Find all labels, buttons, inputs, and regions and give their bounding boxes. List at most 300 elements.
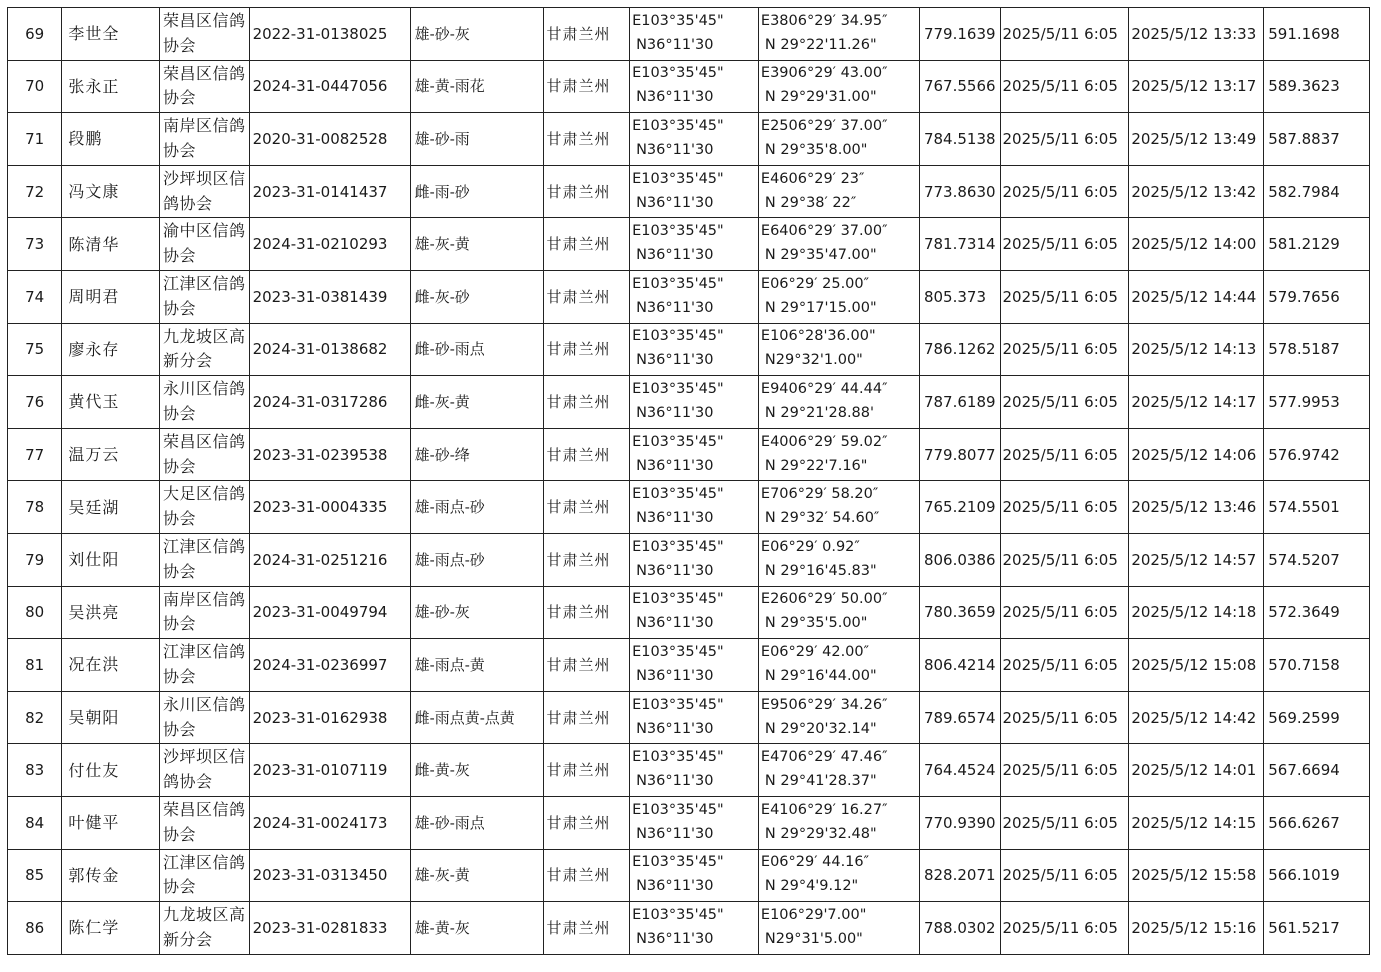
release-longitude: E103°35'45" — [632, 433, 724, 450]
speed-cell: 587.8837 — [1264, 113, 1370, 166]
release-time-cell: 2025/5/11 6:05 — [1000, 796, 1129, 849]
release-latitude: N36°11'30 — [636, 667, 714, 684]
release-latitude: N36°11'30 — [636, 562, 714, 579]
ring-number-cell: 2024-31-0236997 — [249, 639, 410, 692]
rank-cell: 82 — [8, 691, 62, 744]
rank-cell: 85 — [8, 849, 62, 902]
loft-coordinates-cell — [758, 113, 919, 166]
release-coordinates-cell — [630, 270, 759, 323]
club-cell: 荣昌区信鸽协会 — [159, 428, 249, 481]
speed-cell: 569.2599 — [1264, 691, 1370, 744]
table-row — [8, 376, 1370, 429]
release-longitude: E103°35'45" — [632, 801, 724, 818]
pigeon-description-cell: 雄-砂-灰 — [410, 8, 543, 61]
release-longitude: E103°35'45" — [632, 65, 724, 82]
release-place-cell: 甘肃兰州 — [543, 744, 630, 797]
arrival-time-cell: 2025/5/12 14:42 — [1129, 691, 1264, 744]
arrival-time-cell: 2025/5/12 15:16 — [1129, 902, 1264, 955]
rank-cell: 75 — [8, 323, 62, 376]
rank-cell: 84 — [8, 796, 62, 849]
rank-cell: 72 — [8, 165, 62, 218]
ring-number-cell: 2023-31-0141437 — [249, 165, 410, 218]
release-coordinates-cell — [630, 481, 759, 534]
loft-longitude: E106°28'36.00" — [760, 328, 876, 345]
release-coordinates-cell — [630, 376, 759, 429]
loft-latitude: N 29°41'28.37" — [764, 773, 877, 790]
arrival-time-cell: 2025/5/12 13:46 — [1129, 481, 1264, 534]
loft-coordinates-cell — [758, 639, 919, 692]
release-coordinates-cell — [630, 691, 759, 744]
release-place-cell: 甘肃兰州 — [543, 270, 630, 323]
ring-number-cell: 2024-31-0138682 — [249, 323, 410, 376]
club-cell: 江津区信鸽协会 — [159, 849, 249, 902]
loft-longitude: E4706°29′ 47.46″ — [760, 749, 888, 766]
ring-number-cell: 2023-31-0049794 — [249, 586, 410, 639]
distance-cell: 781.7314 — [919, 218, 1000, 271]
release-time-cell: 2025/5/11 6:05 — [1000, 270, 1129, 323]
loft-latitude: N 29°29'31.00" — [764, 89, 877, 106]
pigeon-description-cell: 雄-灰-黄 — [410, 218, 543, 271]
rank-cell: 76 — [8, 376, 62, 429]
table-row — [8, 113, 1370, 166]
pigeon-description-cell: 雄-砂-雨点 — [410, 796, 543, 849]
owner-name-cell: 况在洪 — [62, 639, 160, 692]
loft-longitude: E06°29′ 0.92″ — [760, 538, 860, 555]
loft-longitude: E9406°29′ 44.44″ — [760, 381, 888, 398]
loft-coordinates-cell — [758, 481, 919, 534]
release-time-cell: 2025/5/11 6:05 — [1000, 639, 1129, 692]
release-latitude: N36°11'30 — [636, 878, 714, 895]
release-coordinates-cell — [630, 60, 759, 113]
release-place-cell: 甘肃兰州 — [543, 376, 630, 429]
loft-latitude: N29°32'1.00" — [764, 352, 863, 369]
ring-number-cell: 2020-31-0082528 — [249, 113, 410, 166]
loft-longitude: E106°29'7.00" — [760, 906, 867, 923]
release-time-cell: 2025/5/11 6:05 — [1000, 849, 1129, 902]
release-latitude: N36°11'30 — [636, 89, 714, 106]
release-coordinates-cell — [630, 902, 759, 955]
ring-number-cell: 2024-31-0317286 — [249, 376, 410, 429]
release-time-cell: 2025/5/11 6:05 — [1000, 691, 1129, 744]
loft-latitude: N 29°32′ 54.60″ — [764, 510, 880, 527]
loft-latitude: N 29°35'47.00" — [764, 247, 877, 264]
club-cell: 九龙坡区高新分会 — [159, 323, 249, 376]
speed-cell: 582.7984 — [1264, 165, 1370, 218]
arrival-time-cell: 2025/5/12 13:33 — [1129, 8, 1264, 61]
release-longitude: E103°35'45" — [632, 118, 724, 135]
release-time-cell: 2025/5/11 6:05 — [1000, 8, 1129, 61]
release-time-cell: 2025/5/11 6:05 — [1000, 323, 1129, 376]
arrival-time-cell: 2025/5/12 14:18 — [1129, 586, 1264, 639]
rank-cell: 83 — [8, 744, 62, 797]
ring-number-cell: 2024-31-0024173 — [249, 796, 410, 849]
table-row — [8, 323, 1370, 376]
distance-cell: 767.5566 — [919, 60, 1000, 113]
release-time-cell: 2025/5/11 6:05 — [1000, 902, 1129, 955]
ring-number-cell: 2022-31-0138025 — [249, 8, 410, 61]
arrival-time-cell: 2025/5/12 14:06 — [1129, 428, 1264, 481]
release-longitude: E103°35'45" — [632, 381, 724, 398]
club-cell: 沙坪坝区信鸽协会 — [159, 165, 249, 218]
release-longitude: E103°35'45" — [632, 223, 724, 240]
release-coordinates-cell — [630, 165, 759, 218]
release-time-cell: 2025/5/11 6:05 — [1000, 60, 1129, 113]
loft-longitude: E3806°29′ 34.95″ — [760, 12, 888, 29]
pigeon-description-cell: 雄-雨点-砂 — [410, 533, 543, 586]
release-longitude: E103°35'45" — [632, 854, 724, 871]
loft-coordinates-cell — [758, 796, 919, 849]
rank-cell: 78 — [8, 481, 62, 534]
table-row — [8, 428, 1370, 481]
release-coordinates-cell — [630, 796, 759, 849]
speed-cell: 591.1698 — [1264, 8, 1370, 61]
owner-name-cell: 叶健平 — [62, 796, 160, 849]
release-coordinates-cell — [630, 849, 759, 902]
pigeon-description-cell: 雌-灰-砂 — [410, 270, 543, 323]
release-time-cell: 2025/5/11 6:05 — [1000, 376, 1129, 429]
table-row — [8, 796, 1370, 849]
release-latitude: N36°11'30 — [636, 36, 714, 53]
owner-name-cell: 吴洪亮 — [62, 586, 160, 639]
release-latitude: N36°11'30 — [636, 930, 714, 947]
loft-coordinates-cell — [758, 849, 919, 902]
rank-cell: 71 — [8, 113, 62, 166]
distance-cell: 764.4524 — [919, 744, 1000, 797]
owner-name-cell: 吴朝阳 — [62, 691, 160, 744]
arrival-time-cell: 2025/5/12 13:17 — [1129, 60, 1264, 113]
release-coordinates-cell — [630, 323, 759, 376]
loft-coordinates-cell — [758, 165, 919, 218]
release-latitude: N36°11'30 — [636, 615, 714, 632]
release-time-cell: 2025/5/11 6:05 — [1000, 533, 1129, 586]
table-row — [8, 270, 1370, 323]
distance-cell: 779.1639 — [919, 8, 1000, 61]
ring-number-cell: 2023-31-0162938 — [249, 691, 410, 744]
loft-coordinates-cell — [758, 60, 919, 113]
owner-name-cell: 刘仕阳 — [62, 533, 160, 586]
rank-cell: 86 — [8, 902, 62, 955]
arrival-time-cell: 2025/5/12 13:49 — [1129, 113, 1264, 166]
club-cell: 九龙坡区高新分会 — [159, 902, 249, 955]
release-latitude: N36°11'30 — [636, 247, 714, 264]
release-place-cell: 甘肃兰州 — [543, 165, 630, 218]
release-time-cell: 2025/5/11 6:05 — [1000, 218, 1129, 271]
pigeon-description-cell: 雄-黄-灰 — [410, 902, 543, 955]
release-time-cell: 2025/5/11 6:05 — [1000, 586, 1129, 639]
release-coordinates-cell — [630, 113, 759, 166]
owner-name-cell: 陈清华 — [62, 218, 160, 271]
loft-latitude: N 29°22'7.16" — [764, 457, 868, 474]
table-row — [8, 218, 1370, 271]
loft-longitude: E06°29′ 42.00″ — [760, 644, 870, 660]
release-place-cell: 甘肃兰州 — [543, 533, 630, 586]
loft-latitude: N 29°20'32.14" — [764, 720, 877, 737]
distance-cell: 784.5138 — [919, 113, 1000, 166]
speed-cell: 581.2129 — [1264, 218, 1370, 271]
release-place-cell: 甘肃兰州 — [543, 849, 630, 902]
club-cell: 江津区信鸽协会 — [159, 639, 249, 692]
club-cell: 江津区信鸽协会 — [159, 533, 249, 586]
speed-cell: 577.9953 — [1264, 376, 1370, 429]
release-longitude: E103°35'45" — [632, 328, 724, 345]
distance-cell: 828.2071 — [919, 849, 1000, 902]
owner-name-cell: 吴廷湖 — [62, 481, 160, 534]
release-coordinates-cell — [630, 533, 759, 586]
pigeon-description-cell: 雄-黄-雨花 — [410, 60, 543, 113]
loft-latitude: N 29°29'32.48" — [764, 825, 877, 842]
rank-cell: 69 — [8, 8, 62, 61]
owner-name-cell: 周明君 — [62, 270, 160, 323]
release-coordinates-cell — [630, 744, 759, 797]
loft-longitude: E06°29′ 25.00″ — [760, 275, 870, 292]
table-row — [8, 744, 1370, 797]
owner-name-cell: 廖永存 — [62, 323, 160, 376]
owner-name-cell: 黄代玉 — [62, 376, 160, 429]
loft-coordinates-cell — [758, 428, 919, 481]
distance-cell: 806.0386 — [919, 533, 1000, 586]
release-longitude: E103°35'45" — [632, 906, 724, 923]
arrival-time-cell: 2025/5/12 14:01 — [1129, 744, 1264, 797]
loft-latitude: N 29°16'44.00" — [764, 667, 877, 684]
table-row — [8, 60, 1370, 113]
club-cell: 南岸区信鸽协会 — [159, 113, 249, 166]
release-latitude: N36°11'30 — [636, 773, 714, 790]
speed-cell: 576.9742 — [1264, 428, 1370, 481]
release-latitude: N36°11'30 — [636, 299, 714, 316]
loft-coordinates-cell — [758, 744, 919, 797]
loft-latitude: N29°31'5.00" — [764, 930, 863, 947]
release-longitude: E103°35'45" — [632, 538, 724, 555]
rank-cell: 73 — [8, 218, 62, 271]
loft-longitude: E9506°29′ 34.26″ — [760, 696, 888, 713]
club-cell: 永川区信鸽协会 — [159, 691, 249, 744]
distance-cell: 788.0302 — [919, 902, 1000, 955]
distance-cell: 786.1262 — [919, 323, 1000, 376]
arrival-time-cell: 2025/5/12 14:13 — [1129, 323, 1264, 376]
release-longitude: E103°35'45" — [632, 275, 724, 292]
pigeon-description-cell: 雌-灰-黄 — [410, 376, 543, 429]
release-time-cell: 2025/5/11 6:05 — [1000, 428, 1129, 481]
release-place-cell: 甘肃兰州 — [543, 323, 630, 376]
club-cell: 大足区信鸽协会 — [159, 481, 249, 534]
speed-cell: 570.7158 — [1264, 639, 1370, 692]
release-place-cell: 甘肃兰州 — [543, 218, 630, 271]
loft-longitude: E3906°29′ 43.00″ — [760, 65, 888, 82]
loft-coordinates-cell — [758, 533, 919, 586]
release-longitude: E103°35'45" — [632, 591, 724, 608]
table-row — [8, 586, 1370, 639]
release-longitude: E103°35'45" — [632, 170, 724, 187]
loft-longitude: E4006°29′ 59.02″ — [760, 433, 888, 450]
loft-longitude: E2606°29′ 50.00″ — [760, 591, 888, 608]
release-coordinates-cell — [630, 586, 759, 639]
pigeon-description-cell: 雌-雨-砂 — [410, 165, 543, 218]
owner-name-cell: 段鹏 — [62, 113, 160, 166]
club-cell: 荣昌区信鸽协会 — [159, 796, 249, 849]
owner-name-cell: 付仕友 — [62, 744, 160, 797]
release-latitude: N36°11'30 — [636, 825, 714, 842]
ring-number-cell: 2023-31-0381439 — [249, 270, 410, 323]
release-latitude: N36°11'30 — [636, 720, 714, 737]
speed-cell: 566.6267 — [1264, 796, 1370, 849]
release-place-cell: 甘肃兰州 — [543, 428, 630, 481]
loft-coordinates-cell — [758, 902, 919, 955]
table-row — [8, 481, 1370, 534]
arrival-time-cell: 2025/5/12 15:58 — [1129, 849, 1264, 902]
loft-latitude: N 29°22'11.26" — [764, 36, 877, 53]
distance-cell: 765.2109 — [919, 481, 1000, 534]
release-longitude: E103°35'45" — [632, 644, 724, 660]
release-coordinates-cell — [630, 8, 759, 61]
speed-cell: 574.5501 — [1264, 481, 1370, 534]
owner-name-cell: 温万云 — [62, 428, 160, 481]
release-coordinates-cell — [630, 428, 759, 481]
loft-longitude: E4106°29′ 16.27″ — [760, 801, 888, 818]
distance-cell: 773.8630 — [919, 165, 1000, 218]
loft-latitude: N 29°38′ 22″ — [764, 194, 857, 211]
ring-number-cell: 2023-31-0313450 — [249, 849, 410, 902]
release-time-cell: 2025/5/11 6:05 — [1000, 481, 1129, 534]
rank-cell: 79 — [8, 533, 62, 586]
release-place-cell: 甘肃兰州 — [543, 639, 630, 692]
speed-cell: 574.5207 — [1264, 533, 1370, 586]
arrival-time-cell: 2025/5/12 14:15 — [1129, 796, 1264, 849]
results-table — [7, 7, 1370, 955]
rank-cell: 70 — [8, 60, 62, 113]
loft-latitude: N 29°21'28.88' — [764, 404, 874, 421]
release-longitude: E103°35'45" — [632, 486, 724, 503]
distance-cell: 806.4214 — [919, 639, 1000, 692]
loft-longitude: E706°29′ 58.20″ — [760, 486, 879, 503]
release-latitude: N36°11'30 — [636, 457, 714, 474]
club-cell: 永川区信鸽协会 — [159, 376, 249, 429]
loft-coordinates-cell — [758, 218, 919, 271]
release-time-cell: 2025/5/11 6:05 — [1000, 165, 1129, 218]
release-latitude: N36°11'30 — [636, 510, 714, 527]
owner-name-cell: 冯文康 — [62, 165, 160, 218]
pigeon-description-cell: 雌-雨点黄-点黄 — [410, 691, 543, 744]
release-place-cell: 甘肃兰州 — [543, 60, 630, 113]
release-coordinates-cell — [630, 218, 759, 271]
release-latitude: N36°11'30 — [636, 194, 714, 211]
loft-longitude: E4606°29′ 23″ — [760, 170, 865, 187]
release-place-cell: 甘肃兰州 — [543, 113, 630, 166]
release-longitude: E103°35'45" — [632, 749, 724, 766]
table-row — [8, 691, 1370, 744]
rank-cell: 77 — [8, 428, 62, 481]
ring-number-cell: 2024-31-0210293 — [249, 218, 410, 271]
release-time-cell: 2025/5/11 6:05 — [1000, 113, 1129, 166]
pigeon-description-cell: 雄-雨点-砂 — [410, 481, 543, 534]
release-time-cell: 2025/5/11 6:05 — [1000, 744, 1129, 797]
results-table-body — [8, 8, 1370, 955]
loft-coordinates-cell — [758, 8, 919, 61]
release-place-cell: 甘肃兰州 — [543, 481, 630, 534]
distance-cell: 805.373 — [919, 270, 1000, 323]
release-latitude: N36°11'30 — [636, 404, 714, 421]
owner-name-cell: 陈仁学 — [62, 902, 160, 955]
loft-coordinates-cell — [758, 270, 919, 323]
table-row — [8, 849, 1370, 902]
pigeon-description-cell: 雄-砂-雨 — [410, 113, 543, 166]
arrival-time-cell: 2025/5/12 13:42 — [1129, 165, 1264, 218]
loft-latitude: N 29°35'5.00" — [764, 615, 868, 632]
ring-number-cell: 2024-31-0251216 — [249, 533, 410, 586]
club-cell: 江津区信鸽协会 — [159, 270, 249, 323]
pigeon-description-cell: 雄-砂-灰 — [410, 586, 543, 639]
club-cell: 渝中区信鸽协会 — [159, 218, 249, 271]
loft-latitude: N 29°4'9.12" — [764, 878, 859, 895]
pigeon-description-cell: 雌-砂-雨点 — [410, 323, 543, 376]
distance-cell: 787.6189 — [919, 376, 1000, 429]
distance-cell: 779.8077 — [919, 428, 1000, 481]
ring-number-cell: 2023-31-0107119 — [249, 744, 410, 797]
speed-cell: 579.7656 — [1264, 270, 1370, 323]
club-cell: 荣昌区信鸽协会 — [159, 60, 249, 113]
release-place-cell: 甘肃兰州 — [543, 586, 630, 639]
rank-cell: 81 — [8, 639, 62, 692]
rank-cell: 80 — [8, 586, 62, 639]
table-row — [8, 639, 1370, 692]
arrival-time-cell: 2025/5/12 14:00 — [1129, 218, 1264, 271]
owner-name-cell: 李世全 — [62, 8, 160, 61]
loft-latitude: N 29°17'15.00" — [764, 299, 877, 316]
loft-latitude: N 29°16'45.83" — [764, 562, 877, 579]
club-cell: 沙坪坝区信鸽协会 — [159, 744, 249, 797]
release-place-cell: 甘肃兰州 — [543, 902, 630, 955]
arrival-time-cell: 2025/5/12 14:44 — [1129, 270, 1264, 323]
loft-longitude: E6406°29′ 37.00″ — [760, 223, 888, 240]
loft-coordinates-cell — [758, 323, 919, 376]
release-place-cell: 甘肃兰州 — [543, 8, 630, 61]
loft-coordinates-cell — [758, 691, 919, 744]
release-latitude: N36°11'30 — [636, 141, 714, 158]
club-cell: 荣昌区信鸽协会 — [159, 8, 249, 61]
release-longitude: E103°35'45" — [632, 12, 724, 29]
ring-number-cell: 2023-31-0004335 — [249, 481, 410, 534]
table-row — [8, 902, 1370, 955]
owner-name-cell: 张永正 — [62, 60, 160, 113]
owner-name-cell: 郭传金 — [62, 849, 160, 902]
distance-cell: 789.6574 — [919, 691, 1000, 744]
distance-cell: 780.3659 — [919, 586, 1000, 639]
release-place-cell: 甘肃兰州 — [543, 691, 630, 744]
release-place-cell: 甘肃兰州 — [543, 796, 630, 849]
pigeon-description-cell: 雄-灰-黄 — [410, 849, 543, 902]
loft-coordinates-cell — [758, 376, 919, 429]
ring-number-cell: 2023-31-0281833 — [249, 902, 410, 955]
pigeon-description-cell: 雄-砂-绛 — [410, 428, 543, 481]
club-cell: 南岸区信鸽协会 — [159, 586, 249, 639]
pigeon-description-cell: 雌-黄-灰 — [410, 744, 543, 797]
arrival-time-cell: 2025/5/12 14:17 — [1129, 376, 1264, 429]
table-row — [8, 165, 1370, 218]
ring-number-cell: 2024-31-0447056 — [249, 60, 410, 113]
pigeon-description-cell: 雄-雨点-黄 — [410, 639, 543, 692]
ring-number-cell: 2023-31-0239538 — [249, 428, 410, 481]
arrival-time-cell: 2025/5/12 15:08 — [1129, 639, 1264, 692]
release-longitude: E103°35'45" — [632, 696, 724, 713]
speed-cell: 578.5187 — [1264, 323, 1370, 376]
table-row — [8, 533, 1370, 586]
speed-cell: 589.3623 — [1264, 60, 1370, 113]
loft-longitude: E06°29′ 44.16″ — [760, 854, 870, 871]
loft-longitude: E2506°29′ 37.00″ — [760, 118, 888, 135]
release-latitude: N36°11'30 — [636, 352, 714, 369]
speed-cell: 561.5217 — [1264, 902, 1370, 955]
speed-cell: 566.1019 — [1264, 849, 1370, 902]
loft-coordinates-cell — [758, 586, 919, 639]
